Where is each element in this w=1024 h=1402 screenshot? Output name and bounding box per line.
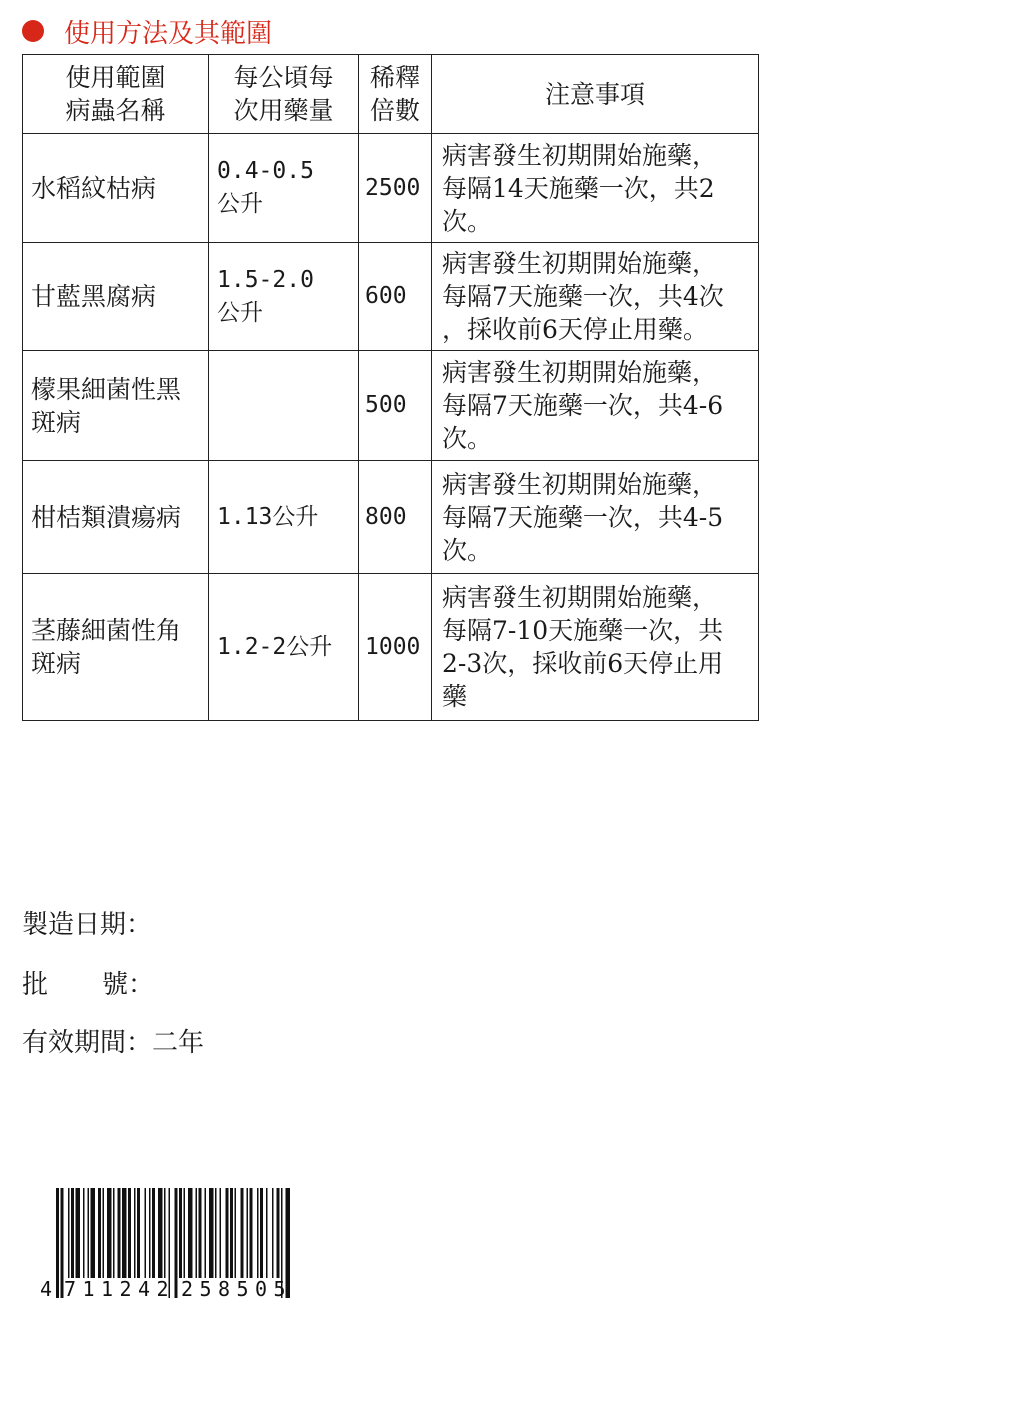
cell-dilution: 1000 [359,574,432,721]
table-row [23,574,759,721]
barcode-bar [205,1188,207,1278]
cell-notes: 病害發生初期開始施藥， 每隔7天施藥一次，共4-6 次。 [432,351,759,461]
cell-notes: 病害發生初期開始施藥， 每隔14天施藥一次，共2 次。 [432,134,759,243]
barcode-bar [241,1188,244,1278]
barcode-digit: 2 [181,1277,194,1301]
cell-dose: 1.13公升 [209,461,359,574]
manufacture-date-label: 製造日期： [22,910,153,940]
barcode-digit: 4 [40,1277,53,1301]
manufacture-date-line [22,904,152,941]
barcode-bar [247,1188,249,1278]
batch-label-first: 批 [22,970,103,1000]
header-dose: 每公頃每 次用藥量 [209,55,359,134]
barcode-bar [226,1188,229,1278]
barcode-digit: 2 [156,1277,169,1301]
barcode-bar [196,1188,198,1278]
cell-pest: 柑桔類潰瘍病 [23,461,209,574]
barcode-digit: 8 [218,1277,231,1301]
cell-dose: 0.4-0.5 公升 [209,134,359,243]
cell-pest: 檬果細菌性黑 斑病 [23,351,209,461]
barcode-bar [215,1188,217,1278]
barcode-digit: 5 [273,1277,286,1301]
barcode-digit: 1 [101,1277,114,1301]
barcode-bar [103,1188,105,1278]
cell-pest: 水稻紋枯病 [23,134,209,243]
barcode-image [40,1186,292,1302]
cell-pest: 茎藤細菌性角 斑病 [23,574,209,721]
barcode-bar [184,1188,186,1278]
barcode-digit: 5 [236,1277,249,1301]
barcode-bar [88,1188,90,1278]
barcode-bar [230,1188,233,1278]
header-pest-name: 使用範圍 病蟲名稱 [23,55,209,134]
barcode-bar [91,1188,96,1278]
barcode-digit: 1 [82,1277,95,1301]
batch-number-line [22,964,154,1001]
barcode-bar [149,1188,151,1278]
cell-dilution: 600 [359,243,432,351]
cell-dose: 1.2-2公升 [209,574,359,721]
cell-dilution: 2500 [359,134,432,243]
table-row [23,134,759,243]
batch-label-second: 號： [102,970,155,1000]
barcode-bar [199,1188,202,1278]
cell-notes: 病害發生初期開始施藥， 每隔7天施藥一次，共4次 ，採收前6天停止用藥。 [432,243,759,351]
barcode-bar [122,1188,127,1278]
barcode-bar [56,1188,59,1298]
barcode-bar [272,1188,274,1278]
barcode-bar [169,1188,171,1298]
section-title: 使用方法及其範圍 [64,18,273,49]
barcode-bar [235,1188,237,1278]
barcode-bar [250,1188,253,1278]
cell-dilution: 500 [359,351,432,461]
cell-pest: 甘藍黑腐病 [23,243,209,351]
barcode-bar [128,1188,131,1278]
barcode-bar [188,1188,193,1278]
usage-table [22,54,759,721]
cell-dilution: 800 [359,461,432,574]
barcode-bar [68,1188,70,1278]
barcode-bar [209,1188,214,1278]
barcode-bar [179,1188,182,1278]
barcode-bar [98,1188,101,1278]
table-row [23,351,759,461]
barcode-bar [175,1188,178,1298]
barcode-bar [134,1188,136,1278]
barcode-bar [152,1188,155,1278]
validity-line [22,1022,204,1059]
barcode-bar [83,1188,85,1278]
barcode-digit: 5 [199,1277,212,1301]
barcode-bar [220,1188,222,1278]
barcode-bar [286,1188,291,1298]
header-dilution: 稀釋 倍數 [359,55,432,134]
barcode-digit: 4 [138,1277,151,1301]
barcode-bar [71,1188,74,1278]
barcode-bar [164,1188,166,1278]
barcode-bar [107,1188,112,1278]
barcode-digit: 7 [64,1277,77,1301]
table-row [23,461,759,574]
barcode-bar [266,1188,268,1278]
table-row [23,243,759,351]
barcode-bar [118,1188,121,1278]
section-header [22,14,272,48]
validity-label: 有效期間： [22,1028,153,1058]
barcode-digit: 2 [119,1277,132,1301]
red-bullet-icon [22,20,44,42]
barcode-bar [257,1188,259,1278]
cell-dose: 1.5-2.0 公升 [209,243,359,351]
barcode-digit: 0 [255,1277,268,1301]
barcode-bar [76,1188,81,1278]
header-notes: 注意事項 [432,55,759,134]
validity-value: 二年 [152,1028,205,1058]
barcode-bar [137,1188,140,1278]
cell-notes: 病害發生初期開始施藥， 每隔7天施藥一次，共4-5 次。 [432,461,759,574]
barcode-bar [260,1188,263,1278]
barcode-bar [113,1188,115,1278]
cell-dose [209,351,359,461]
barcode-bar [277,1188,280,1278]
cell-notes: 病害發生初期開始施藥， 每隔7-10天施藥一次，共 2-3次，採收前6天停止用 藥 [432,574,759,721]
table-header-row [23,55,759,134]
barcode-bar [145,1188,147,1278]
barcode-bar [158,1188,163,1278]
